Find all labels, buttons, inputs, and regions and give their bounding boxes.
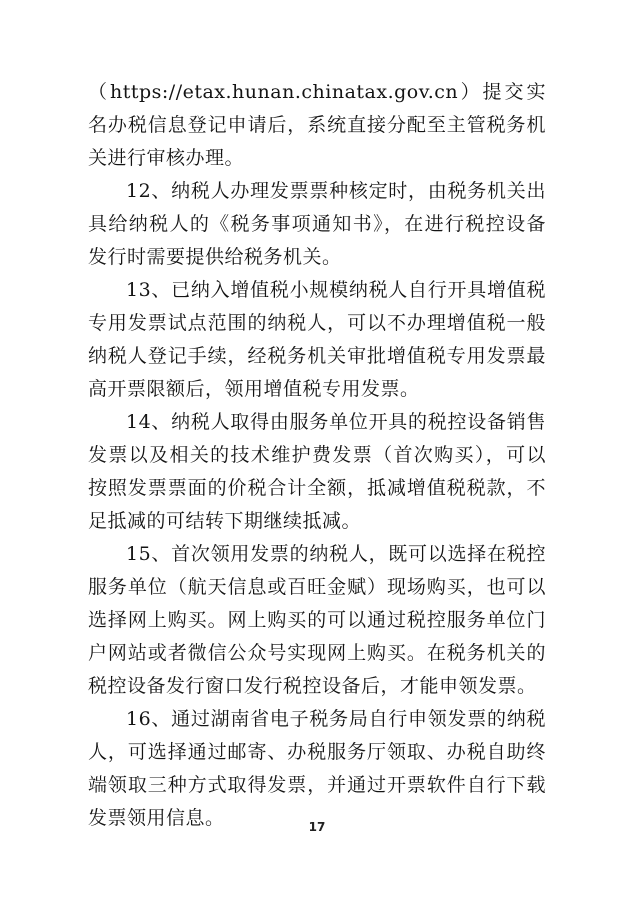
- paragraph-item-14: 14、纳税人取得由服务单位开具的税控设备销售发票以及相关的技术维护费发票（首次购买），可以按照发票票面的价税合计全额，抵减增值税税款，不足抵减的可结转下期继续抵减。: [88, 411, 546, 532]
- paragraph-continuation: （https://etax.hunan.chinatax.gov.cn）提交实名办税信息登记申请后，系统直接分配至主管税务机关进行审核办理。: [88, 81, 546, 169]
- document-body: [88, 76, 546, 835]
- paragraph-item-16: 16、通过湖南省电子税务局自行申领发票的纳税人，可选择通过邮寄、办税服务厅领取、办税自助终端领取三种方式取得发票，并通过开票软件自行下载发票领用信息。: [88, 708, 546, 829]
- paragraph-item-15: 15、首次领用发票的纳税人，既可以选择在税控服务单位（航天信息或百旺金赋）现场购买，也可以选择网上购买。网上购买的可以通过税控服务单位门户网站或者微信公众号实现网上购买。在税务机关的税控设备发行窗口发行税控设备后，才能申领发票。: [88, 543, 546, 697]
- page-number: 17: [308, 820, 326, 834]
- paragraph-item-12: 12、纳税人办理发票票种核定时，由税务机关出具给纳税人的《税务事项通知书》，在进行税控设备发行时需要提供给税务机关。: [88, 180, 546, 268]
- paragraph-item-13: 13、已纳入增值税小规模纳税人自行开具增值税专用发票试点范围的纳税人，可以不办理增值税一般纳税人登记手续，经税务机关审批增值税专用发票最高开票限额后，领用增值税专用发票。: [88, 279, 546, 400]
